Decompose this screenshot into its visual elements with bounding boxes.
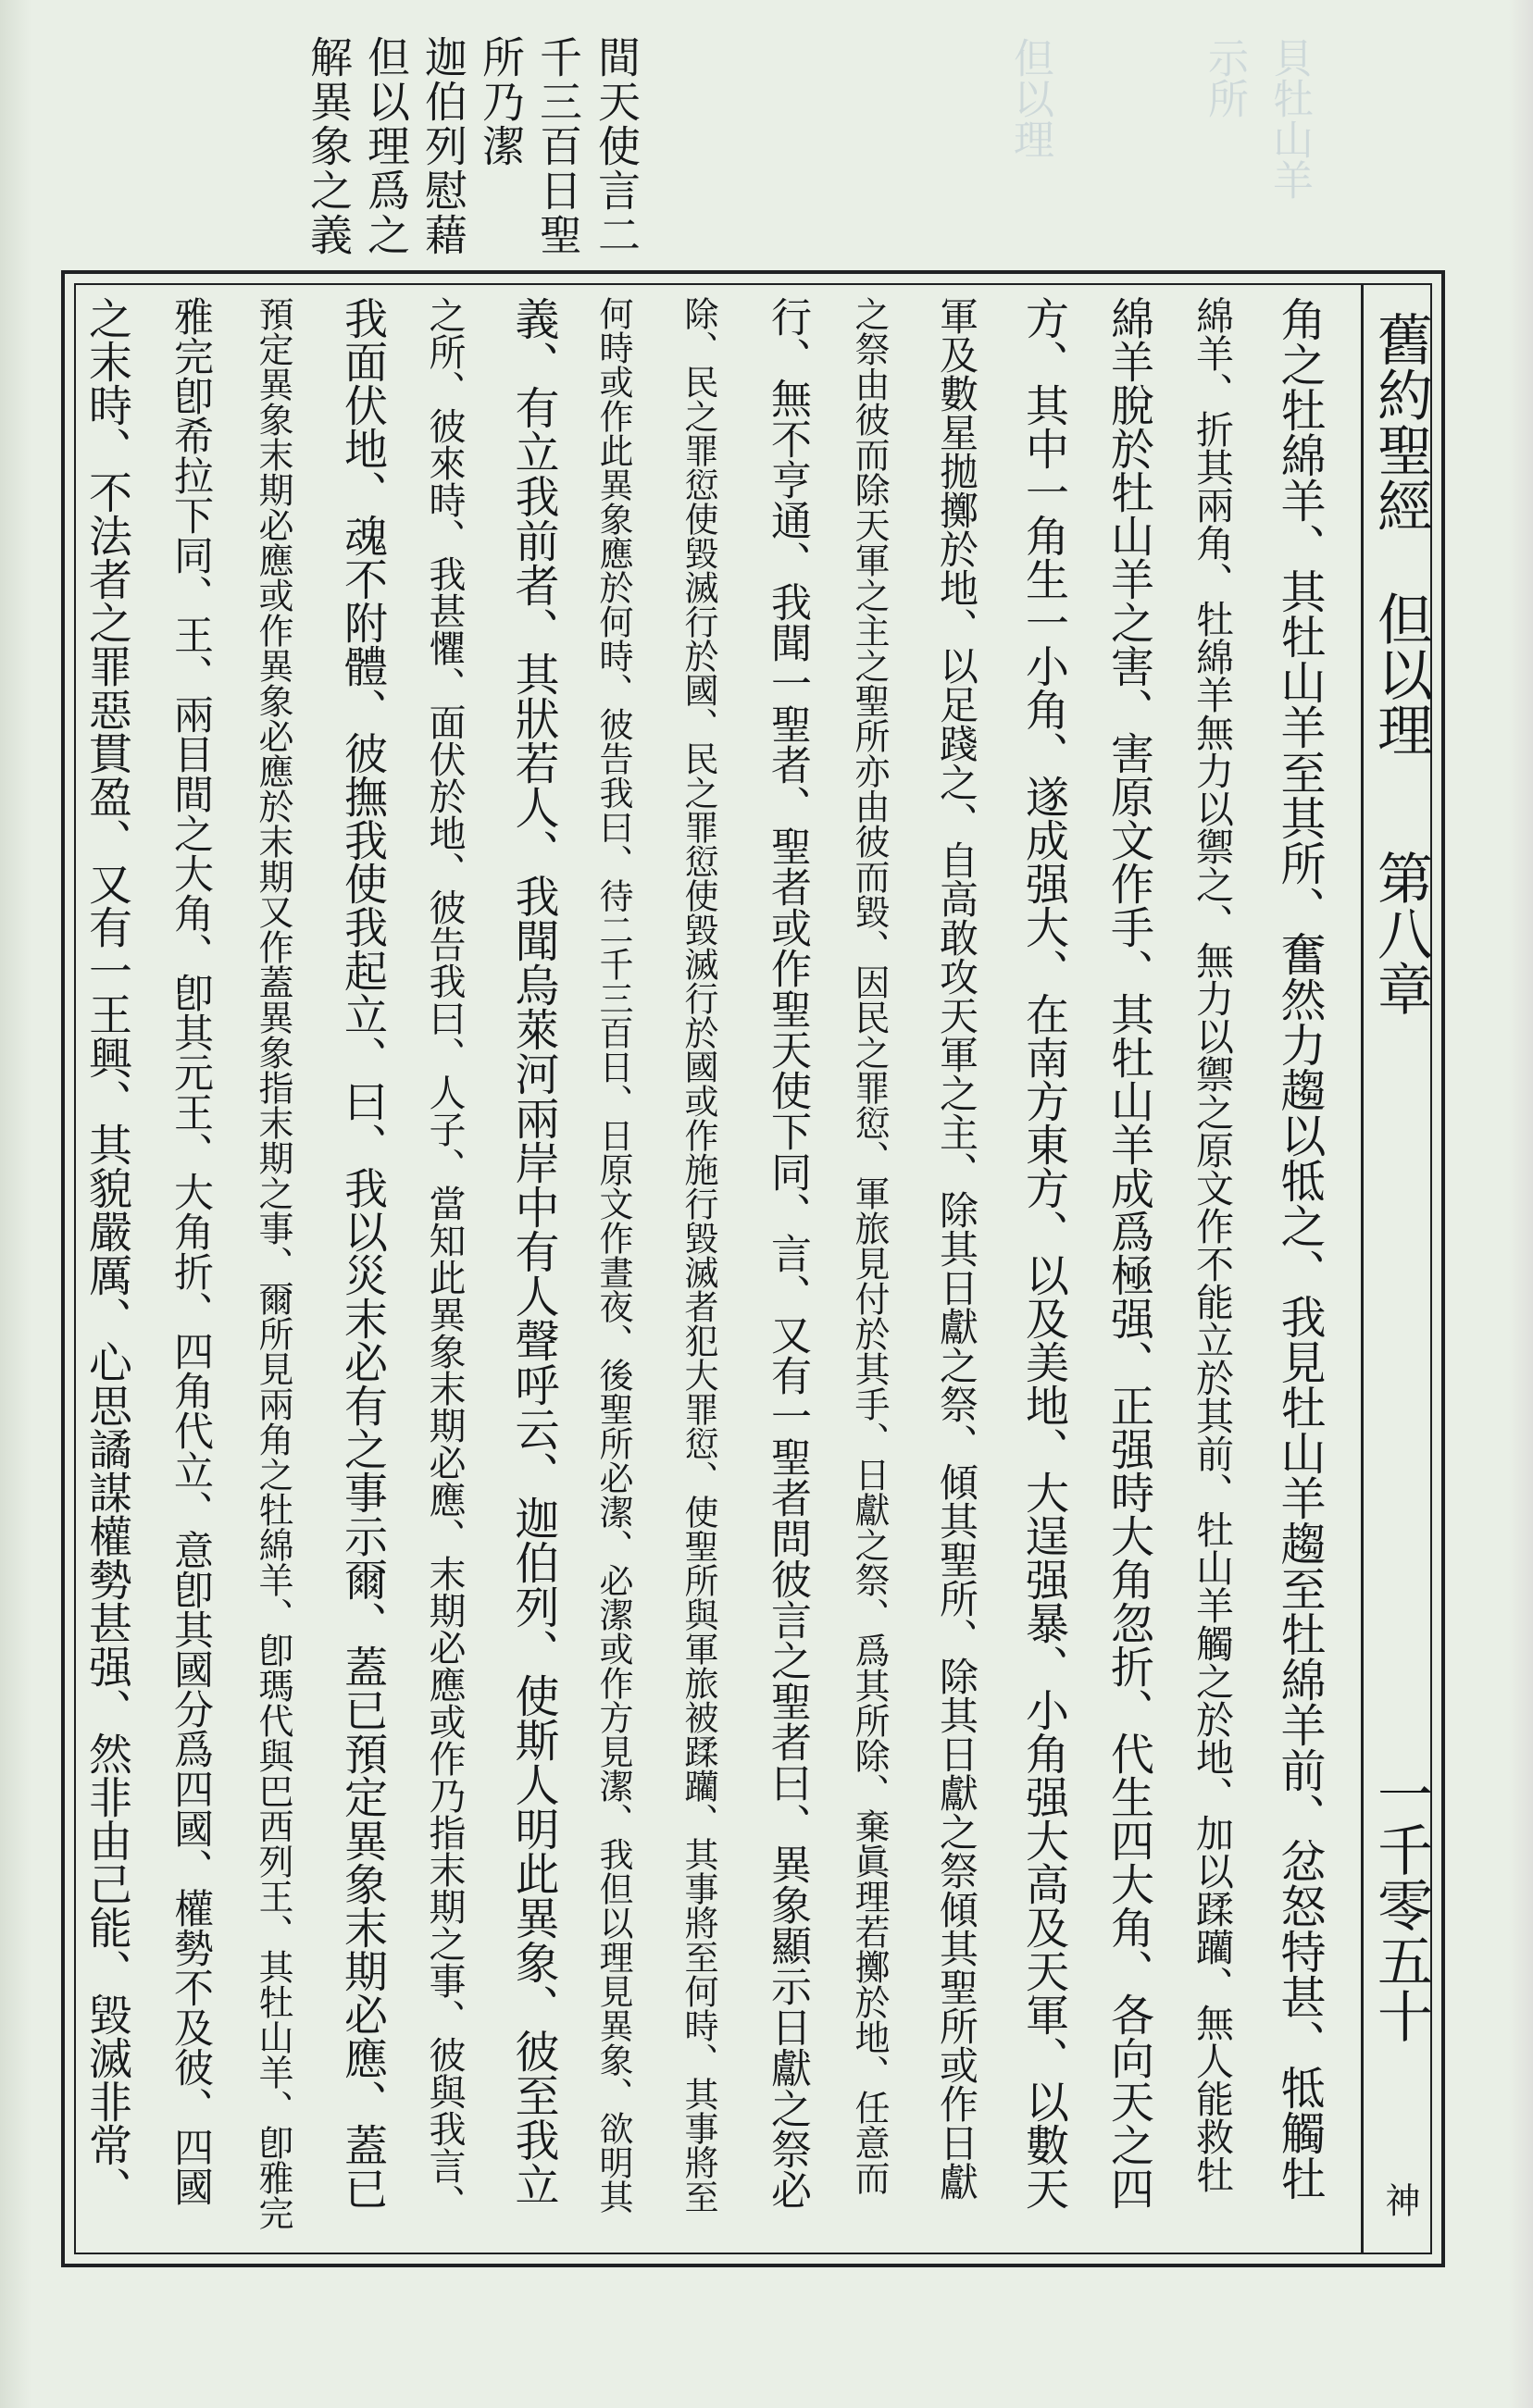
margin-note-line: 間天使言二 [592,35,642,257]
text-column: 行、無不亨通、我聞一聖者、聖者或作聖天使下同、言、又有一聖者問彼言之聖者曰、異象顯示日獻之祭必 [764,296,811,2210]
footer-mark: 神 [1379,2182,1420,2217]
text-column: 義、有立我前者、其狀若人、我聞烏萊河兩岸中有人聲呼云、迦伯列、使斯人明此異象、彼至我立 [507,296,559,2206]
page-gutter [0,0,31,2408]
margin-note-line: 但以理爲之 [361,35,411,257]
running-header [1361,285,1438,2253]
text-column: 何時或作此異象應於何時、彼告我曰、待二千三百日、日原文作晝夜、後聖所必潔、必潔或作方見潔、我但以理見異象、欲明其 [593,296,633,2214]
text-column: 我面伏地、魂不附體、彼撫我使我起立、曰、我以災末必有之事示爾、蓋已預定異象末期必應、蓋已 [337,296,388,2210]
text-column: 之祭由彼而除天軍之主之聖所亦由彼而毀、因民之罪愆、軍旅見付於其手、日獻之祭、爲其所除、棄眞理若擲於地、任意而 [849,296,890,2195]
margin-note-line: 所乃潔 [476,35,526,168]
showthrough-text: 但以理 [1006,37,1053,159]
margin-note-line: 解異象之義 [304,35,354,257]
text-column: 之末時、不法者之罪惡貫盈、又有一王興、其貌嚴厲、心思譎謀權勢甚强、然非由己能、毀滅非常、 [81,296,132,2210]
showthrough-text: 貝牡山羊 [1265,37,1313,200]
margin-note-line: 迦伯列慰藉 [418,35,468,257]
text-column: 預定異象末期必應或作異象必應於末期又作蓋異象指末期之事、爾所見兩角之牡綿羊、卽瑪代與巴西列王、其牡山羊、卽雅完 [253,296,293,2230]
text-column: 之所、彼來時、我甚懼、面伏於地、彼告我曰、人子、當知此異象末期必應、末期必應或作乃指末期之事、彼與我言、 [423,296,466,2221]
margin-note-line: 千三百日聖 [533,35,583,257]
header-book: 但以理 [1368,590,1433,757]
text-frame-inner [74,283,1432,2254]
showthrough-text: 示所 [1201,37,1248,118]
text-column: 軍及數星拋擲於地、以足踐之、自高敢攻天軍之主、除其日獻之祭、傾其聖所、除其日獻之祭傾其聖所或作日獻 [934,296,979,2201]
text-column: 雅完卽希拉下同、王、兩目間之大角、卽其元王、大角折、四角代立、意卽其國分爲四國、權勢不及彼、四國 [168,296,214,2206]
text-column: 除、民之罪愆使毀滅行於國、民之罪愆使毀滅行於國或作施行毀滅者犯大罪愆、使聖所與軍旅被蹂躪、其事將至何時、其事將至 [679,296,718,2214]
text-column: 綿羊、折其兩角、牡綿羊無力以禦之、無力以禦之原文作不能立於其前、牡山羊觸之於地、加以蹂躪、無人能救牡 [1190,296,1234,2193]
page-edge [1509,0,1533,2408]
text-column: 角之牡綿羊、其牡山羊至其所、奮然力趨以牴之、我見牡山羊趨至牡綿羊前、忿怒特甚、牴觸牡 [1274,296,1327,2201]
header-title: 舊約聖經 [1368,311,1433,533]
page-number: 一千零五十 [1368,1766,1433,2043]
text-column: 方、其中一角生一小角、遂成强大、在南方東方、以及美地、大逞强暴、小角强大高及天軍、以數天 [1018,296,1069,2210]
text-frame [61,270,1445,2267]
text-column: 綿羊脫於牡山羊之害、害原文作手、其牡山羊成爲極强、正强時大角忽折、代生四大角、各向天之四 [1103,296,1154,2210]
header-chapter: 第八章 [1368,850,1433,1016]
